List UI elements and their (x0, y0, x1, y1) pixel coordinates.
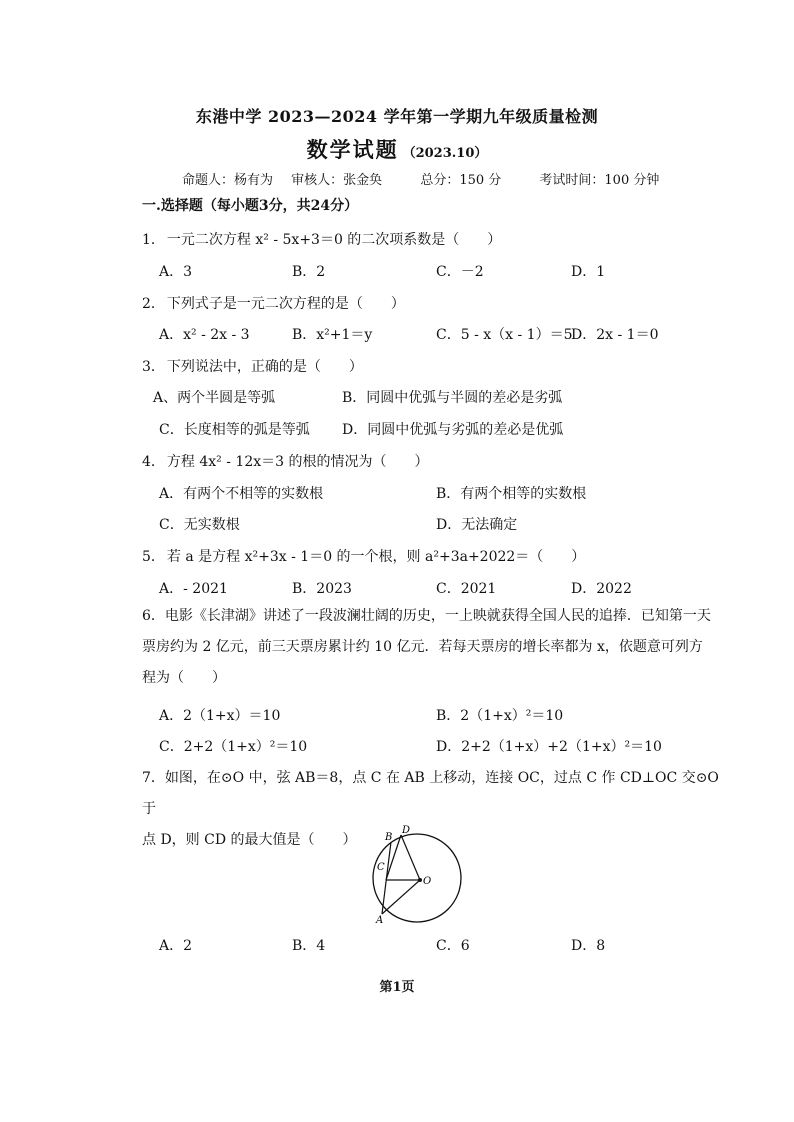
option-a: A．- 2021 (159, 581, 228, 597)
option-c: C．6 (436, 938, 470, 954)
question-7-line-2: 点 D，则 CD 的最大值是（ ） (142, 832, 357, 848)
question-stem-line: 电影《长津湖》讲述了一段波澜壮阔的历史，一上映就获得全国人民的追捧．已知第一天 (164, 608, 711, 624)
option-b: B．2023 (292, 581, 352, 597)
option-a: A．2 (159, 938, 193, 954)
section-heading: 一.选择题（每小题3分，共24分） (142, 198, 359, 214)
option-b: B．有两个相等的实数根 (436, 486, 587, 502)
label-d: D (402, 825, 411, 836)
exam-title (0, 134, 794, 164)
question-2 (142, 293, 405, 313)
option-a: A．有两个不相等的实数根 (159, 486, 324, 502)
option-b: B．同圆中优弧与半圆的差必是劣弧 (342, 390, 563, 406)
total-score: 总分：150 分 (420, 173, 502, 188)
option-c: C．2+2（1+x）²＝10 (159, 739, 308, 755)
question-stem-line: 如图，在⊙O 中，弦 AB＝8，点 C 在 AB 上移动，连接 OC，过点 C 作 CD⊥OC 交⊙O 于 (142, 770, 719, 817)
option-a: A．x² - 2x - 3 (159, 327, 250, 343)
option-a: A．3 (159, 264, 193, 280)
exam-meta (182, 169, 702, 188)
option-c: C．无实数根 (159, 517, 240, 533)
circle-chord-figure (362, 820, 472, 925)
question-stem: 下列式子是一元二次方程的是（ ） (166, 296, 405, 312)
question-4 (142, 451, 429, 471)
label-b: B (385, 832, 393, 843)
segment-oa (382, 880, 420, 914)
option-d: D．2+2（1+x）+2（1+x）²＝10 (436, 739, 662, 755)
exam-time: 考试时间：100 分钟 (539, 173, 660, 188)
page-number: 第1页 (379, 980, 415, 995)
exam-title-main: 数学试题 (306, 137, 399, 162)
option-d: D．1 (571, 264, 606, 280)
label-c: C (377, 862, 385, 873)
center-point (418, 878, 422, 882)
label-o: O (423, 876, 432, 887)
option-b: B．4 (292, 938, 326, 954)
option-d: D．2022 (571, 581, 632, 597)
question-number: 5． (142, 549, 165, 565)
option-c: C．5 - x（x - 1）＝5 (436, 327, 573, 343)
option-d: D．同圆中优弧与劣弧的差必是优弧 (342, 422, 564, 438)
label-a: A (376, 915, 384, 925)
question-5 (142, 546, 585, 566)
question-6-line-1 (142, 601, 722, 632)
exam-date: （2023.10） (402, 146, 488, 161)
question-number: 1． (142, 232, 165, 248)
question-3 (142, 356, 363, 376)
question-6-line-2: 票房约为 2 亿元，前三天票房累计约 10 亿元．若每天票房的增长率都为 x，依题意可列方 (142, 639, 703, 655)
option-d: D．2x - 1＝0 (571, 327, 659, 343)
reviewer: 审核人：张金奂 (291, 173, 383, 188)
option-c: C．2021 (436, 581, 497, 597)
question-stem: 一元二次方程 x² - 5x+3＝0 的二次项系数是（ ） (166, 232, 502, 248)
option-d: D．无法确定 (436, 517, 518, 533)
option-c: C．长度相等的弧是等弧 (159, 422, 310, 438)
question-number: 4． (142, 454, 165, 470)
option-c: C．－2 (436, 264, 484, 280)
question-stem: 下列说法中，正确的是（ ） (166, 359, 363, 375)
question-number: 2． (142, 296, 165, 312)
option-a: A．2（1+x）＝10 (159, 708, 281, 724)
option-b: B．2（1+x）²＝10 (436, 708, 564, 724)
question-number: 7． (142, 770, 165, 786)
option-d: D．8 (571, 938, 606, 954)
question-6 (142, 601, 722, 694)
question-7-line-1 (142, 763, 722, 825)
question-number: 6． (142, 608, 165, 624)
question-stem: 若 a 是方程 x²+3x - 1＝0 的一个根，则 a²+3a+2022＝（ ） (166, 549, 586, 565)
question-number: 3． (142, 359, 165, 375)
school-title: 东港中学 2023—2024 学年第一学期九年级质量检测 (195, 107, 599, 126)
option-a: A、两个半圆是等弧 (153, 390, 276, 406)
option-b: B．x²+1＝y (292, 327, 373, 343)
question-stem: 方程 4x² - 12x＝3 的根的情况为（ ） (166, 454, 429, 470)
question-1 (142, 229, 501, 249)
question-6-line-3: 程为（ ） (142, 670, 226, 686)
setter: 命题人：杨有为 (182, 173, 274, 188)
option-b: B．2 (292, 264, 326, 280)
segment-od (401, 835, 420, 880)
